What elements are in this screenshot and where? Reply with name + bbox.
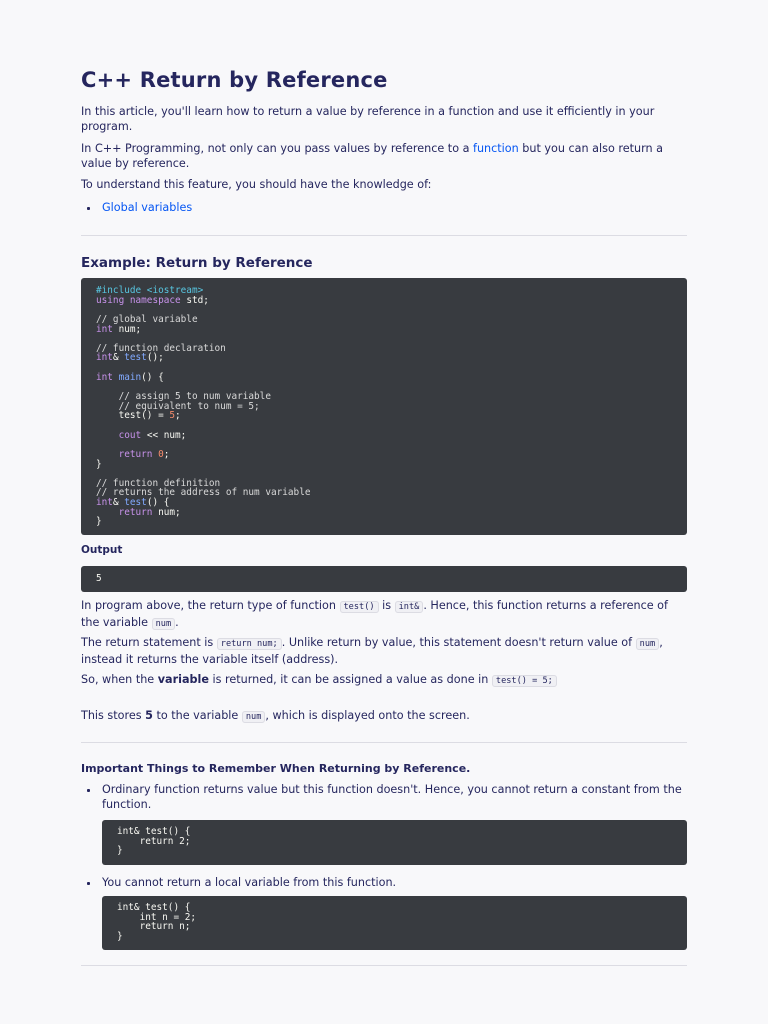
code-token: test <box>124 497 147 509</box>
code-token: return <box>96 448 159 460</box>
constant-return-code-block <box>102 820 687 865</box>
intro-paragraph-2 <box>81 141 687 171</box>
local-variable-code-block <box>102 896 687 950</box>
code-line <box>96 460 672 470</box>
code-line <box>96 498 672 508</box>
code-token: // assign 5 to num variable <box>96 391 271 403</box>
text: In program above, the return type of function <box>81 599 340 612</box>
explanation-paragraph-3 <box>81 672 687 689</box>
code-line <box>96 440 672 450</box>
list-item <box>81 200 687 215</box>
intro-text-before: In C++ Programming, not only can you pass values by reference to a <box>81 142 474 155</box>
code-token: () { <box>146 497 170 509</box>
code-line: } <box>117 845 123 857</box>
inline-code: test() = 5; <box>492 675 557 687</box>
code-line <box>96 450 672 460</box>
code-token: return <box>96 506 159 518</box>
code-token: 0 <box>158 448 164 460</box>
code-token: int <box>96 323 119 335</box>
code-token: int <box>96 497 113 509</box>
section-divider <box>81 742 687 743</box>
code-line: int& test() { <box>117 826 191 837</box>
text: is returned, it can be assigned a value as done in <box>208 673 492 686</box>
inline-code: int& <box>395 601 424 613</box>
code-token: & <box>112 352 125 364</box>
code-token: test() = <box>96 410 170 422</box>
code-line <box>96 325 672 335</box>
important-heading: Important Things to Remember When Returning by Reference. <box>81 762 471 775</box>
code-token: test <box>124 352 147 364</box>
code-token: num; <box>118 323 142 335</box>
text: , which is displayed onto the screen. <box>265 709 470 722</box>
code-token: } <box>96 516 102 528</box>
inline-code: num <box>152 618 176 630</box>
code-token: ; <box>163 448 170 460</box>
output-block <box>81 566 687 592</box>
inline-code: num <box>242 711 266 723</box>
code-line <box>96 488 672 498</box>
text: So, when the <box>81 673 158 686</box>
emphasis: variable <box>157 673 209 686</box>
page-title: C++ Return by Reference <box>81 68 388 92</box>
text: . Hence, this function returns a reference of the variable <box>81 599 668 629</box>
code-line: return 2; <box>117 835 191 847</box>
code-line <box>96 373 672 383</box>
code-line <box>96 353 672 363</box>
text: , instead it returns the variable itself (address). <box>81 636 663 666</box>
code-line <box>96 517 672 527</box>
code-line: int& test() { <box>117 902 191 913</box>
code-token: () { <box>141 371 164 383</box>
list-item <box>81 875 687 950</box>
code-line <box>96 431 672 441</box>
prerequisite-list <box>81 200 687 215</box>
explanation-paragraph-1 <box>81 598 687 632</box>
code-line <box>96 363 672 373</box>
intro-paragraph: In this article, you'll learn how to return a value by reference in a function and use it efficiently in your program. <box>81 105 655 133</box>
important-list <box>81 782 687 950</box>
list-item <box>81 782 687 865</box>
text: to the variable <box>152 709 242 722</box>
text: . Unlike return by value, this statement doesn't return value of <box>281 636 636 649</box>
section-divider <box>81 235 687 236</box>
output-value: 5 <box>96 573 102 584</box>
explanation-paragraph-4 <box>81 708 687 725</box>
important-item-1-text: Ordinary function returns value but this function doesn't. Hence, you cannot return a constant from the function. <box>102 783 682 811</box>
code-token: cout <box>96 429 147 441</box>
text: The return statement is <box>81 636 217 649</box>
code-token: // function declaration <box>96 342 226 354</box>
code-line <box>96 402 672 412</box>
explanation-paragraph-2 <box>81 635 687 667</box>
code-token: 5 <box>169 410 176 422</box>
inline-code: return num; <box>217 638 282 650</box>
code-token: // global variable <box>96 313 198 325</box>
example-heading: Example: Return by Reference <box>81 255 313 271</box>
code-line <box>96 411 672 421</box>
code-token: // function definition <box>96 477 221 489</box>
text: This stores <box>81 709 146 722</box>
code-line: int n = 2; <box>117 911 197 923</box>
code-token: using namespace <box>96 294 187 306</box>
important-item-2-text: You cannot return a local variable from this function. <box>102 876 397 889</box>
output-label: Output <box>81 544 123 556</box>
code-token: int <box>96 371 119 383</box>
code-line: return n; <box>117 921 191 933</box>
code-token: } <box>96 458 102 470</box>
code-line: } <box>117 930 123 942</box>
inline-code: test() <box>340 601 379 613</box>
code-token: << num; <box>146 429 187 441</box>
code-line <box>96 296 672 306</box>
example-code-block <box>81 278 687 535</box>
code-line <box>96 508 672 518</box>
code-token: main <box>118 371 142 383</box>
function-link[interactable]: function <box>473 142 519 155</box>
code-token: num; <box>158 506 181 518</box>
intro-text-after: but you can also return a value by reference. <box>81 142 663 170</box>
code-token: // equivalent to num = 5; <box>96 400 260 412</box>
global-variables-link[interactable]: Global variables <box>102 201 193 214</box>
text: . <box>175 616 179 629</box>
inline-code: num <box>636 638 660 650</box>
code-token: (); <box>146 352 164 364</box>
section-divider <box>81 965 687 966</box>
code-token: & <box>112 497 125 509</box>
emphasis: 5 <box>145 709 153 722</box>
code-line <box>96 344 672 354</box>
code-token: ; <box>175 410 181 422</box>
prerequisite-intro: To understand this feature, you should have the knowledge of: <box>81 178 432 191</box>
code-line <box>96 315 672 325</box>
code-token: #include <iostream> <box>96 285 204 296</box>
code-token: int <box>96 352 113 364</box>
code-token: // returns the address of num variable <box>96 487 311 499</box>
code-token: std; <box>186 294 209 306</box>
text: is <box>378 599 395 612</box>
